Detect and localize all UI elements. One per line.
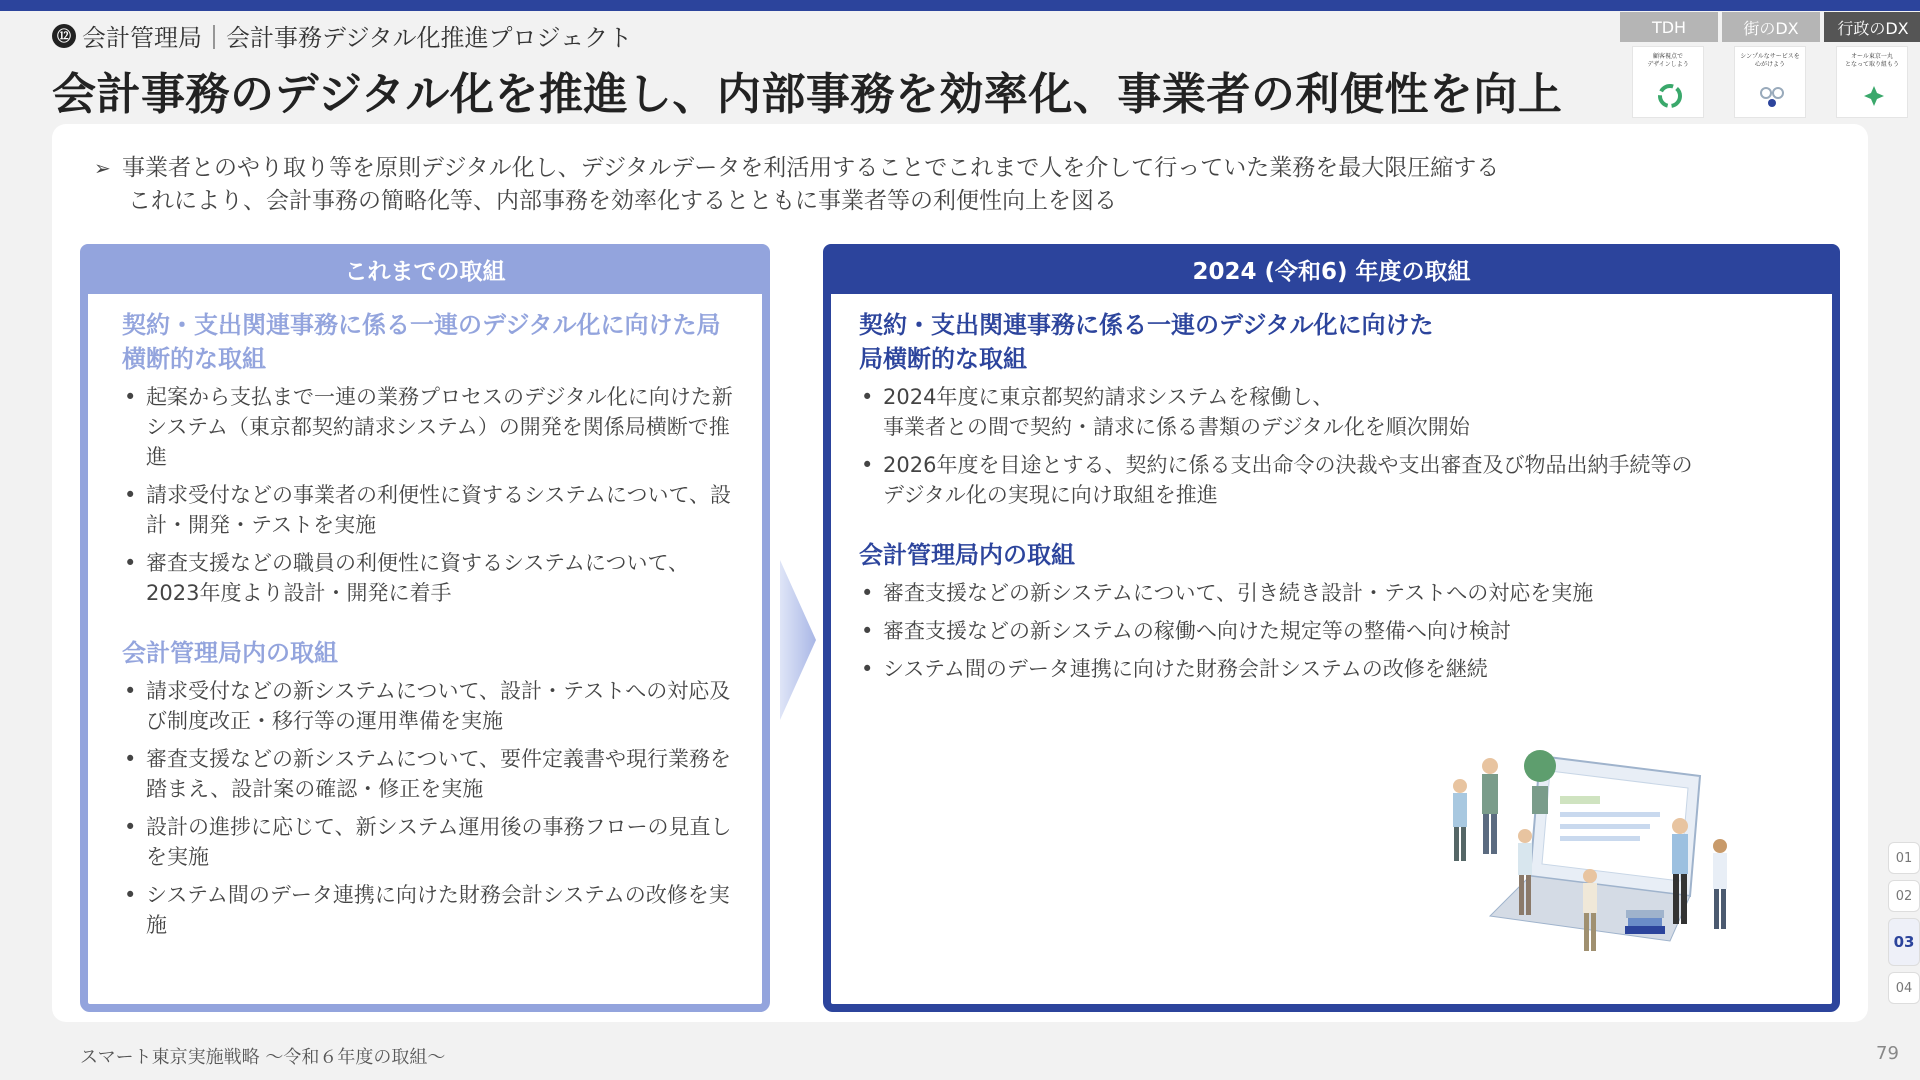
footer-text: スマート東京実施戦略 〜令和６年度の取組〜: [80, 1047, 446, 1068]
list-item: • システム間のデータ連携に向けた財務会計システムの改修を継続: [859, 654, 1810, 684]
right-section-1-title: [859, 308, 1810, 376]
intro-text: [94, 152, 1499, 218]
circles-icon: [1759, 83, 1785, 109]
intro-line-1: 事業者とのやり取り等を原則デジタル化し、デジタルデータを利活用することでこれまで人を介して行っていた業務を最大限圧縮する: [122, 155, 1500, 181]
thumb-caption: シンプルなサービスを 心がけよう: [1740, 53, 1800, 68]
subtitle-text: 会計管理局｜会計事務デジタル化推進プロジェクト: [82, 24, 633, 52]
page-nav-03[interactable]: 03: [1888, 918, 1920, 966]
list-item: • 審査支援などの新システムについて、要件定義書や現行業務を踏まえ、設計案の確認・修正を実施: [122, 744, 740, 804]
left-section-1-list: [122, 382, 740, 608]
principle-thumbnails: [1632, 46, 1908, 118]
previous-efforts-box: [80, 244, 770, 1012]
page-nav-04[interactable]: 04: [1888, 972, 1920, 1004]
page-nav-01[interactable]: 01: [1888, 842, 1920, 874]
chevron-right-icon: [780, 560, 816, 720]
tab-tdh[interactable]: TDH: [1620, 12, 1718, 42]
list-item-line: • 2026年度を目途とする、契約に係る支出命令の決裁や支出審査及び物品出納手続等の: [883, 453, 1693, 477]
section-subtitle: [52, 18, 632, 53]
tab-city-dx[interactable]: 街のDX: [1722, 12, 1820, 42]
page-title: 会計事務のデジタル化を推進し、内部事務を効率化、事業者の利便性を向上: [52, 69, 1563, 120]
arrow-bullet-icon: ➢: [94, 156, 111, 180]
principle-thumb-3: [1836, 46, 1908, 118]
left-section-1-title: 契約・支出関連事務に係る一連のデジタル化に向けた局横断的な取組: [122, 311, 721, 373]
list-item: • 審査支援などの職員の利便性に資するシステムについて、2023年度より設計・開発に着手: [122, 548, 740, 608]
right-section-2-title: 会計管理局内の取組: [859, 541, 1075, 569]
right-section-2-list: [859, 578, 1810, 684]
page-nav-02[interactable]: 02: [1888, 880, 1920, 912]
intro-line-2: これにより、会計事務の簡略化等、内部事務を効率化するとともに事業者等の利便性向上を図る: [128, 188, 1117, 214]
list-item-line: 事業者との間で契約・請求に係る書類のデジタル化を順次開始: [883, 415, 1470, 439]
tab-gov-dx[interactable]: 行政のDX: [1824, 12, 1920, 42]
page-number: 79: [1876, 1043, 1899, 1064]
category-tabs: [1620, 12, 1920, 42]
right-section-1-title-line-2: 局横断的な取組: [859, 345, 1027, 373]
list-item: • 審査支援などの新システムについて、引き続き設計・テストへの対応を実施: [859, 578, 1810, 608]
list-item: • 請求受付などの事業者の利便性に資するシステムについて、設計・開発・テストを実施: [122, 480, 740, 540]
right-section-1-list: [859, 382, 1810, 510]
list-item: • 審査支援などの新システムの稼働へ向けた規定等の整備へ向け検討: [859, 616, 1810, 646]
list-item: • 請求受付などの新システムについて、設計・テストへの対応及び制度改正・移行等の運用準備を実施: [122, 676, 740, 736]
list-item: • システム間のデータ連携に向けた財務会計システムの改修を実施: [122, 880, 740, 940]
list-item: [859, 450, 1810, 510]
page-navigation: [1888, 842, 1920, 1004]
list-item: • 設計の進捗に応じて、新システム運用後の事務フローの見直しを実施: [122, 812, 740, 872]
office-illustration: [1420, 726, 1760, 966]
books-icon: [1625, 910, 1665, 934]
top-accent-bar: [0, 0, 1920, 11]
thumb-caption: 顧客視点で デザインしよう: [1647, 53, 1689, 68]
principle-thumb-1: [1632, 46, 1704, 118]
current-efforts-header: 2024 (令和6) 年度の取組: [823, 244, 1840, 294]
right-section-1-title-line-1: 契約・支出関連事務に係る一連のデジタル化に向けた: [859, 311, 1434, 339]
leaf-icon: [1861, 83, 1887, 109]
recycle-icon: [1657, 83, 1683, 109]
list-item: • 起案から支払まで一連の業務プロセスのデジタル化に向けた新システム（東京都契約請求システム）の開発を関係局横断で推進: [122, 382, 740, 472]
previous-efforts-header: これまでの取組: [80, 244, 770, 294]
list-item: [859, 382, 1810, 442]
left-section-2-title: 会計管理局内の取組: [122, 639, 338, 667]
list-item-line: • 2024年度に東京都契約請求システムを稼働し、: [883, 385, 1334, 409]
list-item-line: デジタル化の実現に向け取組を推進: [883, 483, 1218, 507]
principle-thumb-2: [1734, 46, 1806, 118]
thumb-caption: オール東京一丸 となって取り組もう: [1844, 53, 1899, 68]
left-section-2-list: [122, 676, 740, 940]
section-number-badge: ⑫: [52, 24, 76, 48]
